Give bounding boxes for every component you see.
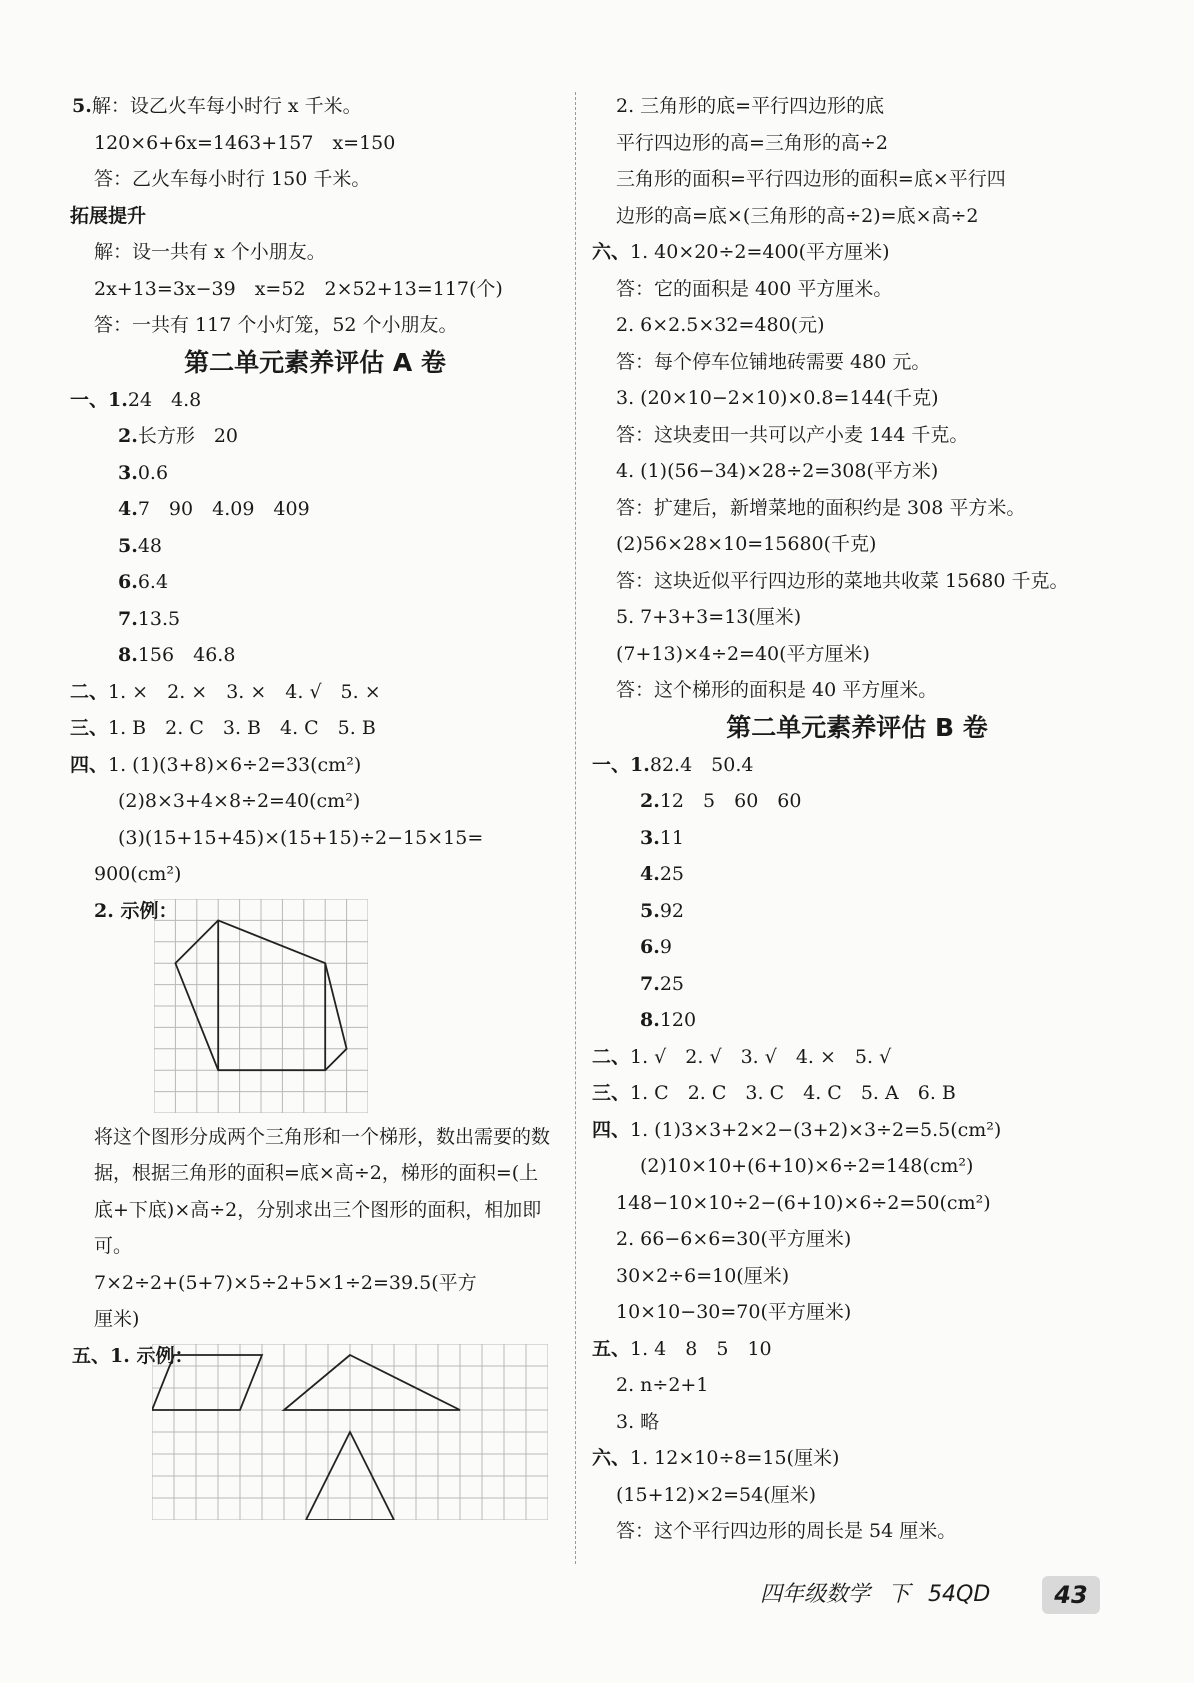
a-s1-item-3: 3.0.6 [118, 461, 169, 484]
a-s5-1-figure-row [70, 1338, 560, 1518]
b-s6-answer: 答：这个平行四边形的周长是 54 厘米。 [616, 1520, 957, 1542]
r-s6-5-calc: (7+13)×4÷2=40(平方厘米) [616, 642, 870, 665]
footer-book-title: 四年级数学 [760, 1582, 871, 1607]
r-q2-line-3: 三角形的面积=平行四边形的面积=底×平行四 [616, 168, 1006, 190]
a-s1-item-1: 一、1.24 4.8 [70, 388, 202, 411]
b-s5-1: 五、1. 4 8 5 10 [592, 1337, 772, 1360]
r-s6-4-part-2: (2)56×28×10=15680(千克) [616, 533, 877, 555]
q5-line-2: 120×6+6x=1463+157 x=150 [94, 131, 396, 154]
a-s5-1-label: 五、1. 示例： [72, 1344, 194, 1367]
r-s6-2-answer: 答：每个停车位铺地砖需要 480 元。 [616, 350, 931, 373]
a-s2-line: 二、1. × 2. × 3. × 4. √ 5. × [70, 680, 381, 703]
q5-answer: 答：乙火车每小时行 150 千米。 [94, 168, 371, 190]
extension-heading: 拓展提升 [70, 204, 147, 227]
a-s1-item-4: 4.7 90 4.09 409 [118, 498, 310, 520]
a-s1-item-7: 7.13.5 [118, 607, 181, 630]
a-s4-1-line-4: 900(cm²) [94, 863, 182, 885]
a-s4-2-calc-2: 厘米) [94, 1308, 140, 1330]
left-column [70, 88, 560, 1518]
b-s1-item-4: 4.25 [640, 863, 685, 885]
a-s1-item-2: 2.长方形 20 [118, 425, 239, 447]
r-q2-line-4: 边形的高=底×(三角形的高÷2)=底×高÷2 [616, 204, 979, 227]
b-s4-1-line-3: 148−10×10÷2−(6+10)×6÷2=50(cm²) [616, 1191, 991, 1214]
b-s4-2-line-1: 2. 66−6×6=30(平方厘米) [616, 1228, 852, 1250]
b-s2-line: 二、1. √ 2. √ 3. √ 4. × 5. √ [592, 1045, 892, 1068]
a-s3-line: 三、1. B 2. C 3. B 4. C 5. B [70, 717, 376, 739]
unit-title-b: 第二单元素养评估 B 卷 [726, 712, 988, 742]
column-divider [575, 92, 576, 1564]
r-s6-3-answer: 答：这块麦田一共可以产小麦 144 千克。 [616, 423, 969, 446]
b-s1-item-7: 7.25 [640, 972, 685, 995]
footer-book-info [760, 1575, 990, 1615]
footer-volume: 下 [888, 1582, 911, 1607]
r-q2-line-2: 平行四边形的高=三角形的高÷2 [616, 131, 888, 154]
r-s6-4-answer-2: 答：这块近似平行四边形的菜地共收菜 15680 千克。 [616, 569, 1069, 592]
b-s1-item-2: 2.12 5 60 60 [640, 790, 802, 812]
a-s4-1-line-1: 四、1. (1)(3+8)×6÷2=33(cm²) [70, 753, 362, 776]
b-s1-item-5: 5.92 [640, 899, 685, 922]
a-s4-2-calc-1: 7×2÷2+(5+7)×5÷2+5×1÷2=39.5(平方 [94, 1271, 477, 1294]
b-s6-1: 六、1. 12×10÷8=15(厘米) [592, 1447, 840, 1469]
a-s1-item-5: 5.48 [118, 534, 163, 557]
b-s4-1-line-1: 四、1. (1)3×3+2×2−(3+2)×3÷2=5.5(cm²) [592, 1118, 1002, 1141]
b-s5-2: 2. n÷2+1 [616, 1374, 709, 1396]
page-number: 43 [1042, 1576, 1100, 1614]
a-s1-item-8: 8.156 46.8 [118, 644, 236, 666]
b-s4-2-line-2: 30×2÷6=10(厘米) [616, 1264, 790, 1287]
a-s4-2-label: 2. 示例： [94, 899, 178, 922]
b-s4-2-line-3: 10×10−30=70(平方厘米) [616, 1301, 852, 1323]
right-column [592, 88, 1122, 1550]
b-s5-3: 3. 略 [616, 1410, 660, 1433]
b-s1-item-1: 一、1.82.4 50.4 [592, 753, 754, 776]
b-s1-item-8: 8.120 [640, 1009, 697, 1031]
ext-answer: 答：一共有 117 个小灯笼，52 个小朋友。 [94, 314, 458, 336]
q5-line-1: 5.解：设乙火车每小时行 x 千米。 [72, 95, 362, 117]
unit-title-a: 第二单元素养评估 A 卷 [184, 347, 446, 377]
a-s4-1-line-2: (2)8×3+4×8÷2=40(cm²) [118, 790, 361, 812]
r-s6-4: 4. (1)(56−34)×28÷2=308(平方米) [616, 460, 939, 482]
r-s6-5: 5. 7+3+3=13(厘米) [616, 606, 802, 628]
a-s4-2-figure-row [70, 893, 560, 1119]
r-s6-2: 2. 6×2.5×32=480(元) [616, 314, 825, 336]
r-s6-5-answer: 答：这个梯形的面积是 40 平方厘米。 [616, 679, 938, 701]
r-s6-1-answer: 答：它的面积是 400 平方厘米。 [616, 277, 893, 300]
shapes-grid-figure [152, 1344, 548, 1520]
b-s1-item-3: 3.11 [640, 826, 685, 849]
pentagon-grid-figure [154, 899, 368, 1113]
b-s3-line: 三、1. C 2. C 3. C 4. C 5. A 6. B [592, 1082, 956, 1104]
footer-code: 54QD [928, 1582, 991, 1607]
r-s6-1: 六、1. 40×20÷2=400(平方厘米) [592, 241, 890, 263]
b-s1-item-6: 6.9 [640, 936, 672, 958]
b-s4-1-line-2: (2)10×10+(6+10)×6÷2=148(cm²) [640, 1155, 974, 1177]
a-s4-2-explanation: 将这个图形分成两个三角形和一个梯形，数出需要的数据，根据三角形的面积=底×高÷2，梯形的面积=(上底+下底)×高÷2，分别求出三个图形的面积，相加即可。 [94, 1125, 551, 1257]
b-s6-2: (15+12)×2=54(厘米) [616, 1483, 817, 1506]
r-s6-4-answer-1: 答：扩建后，新增菜地的面积约是 308 平方米。 [616, 496, 1026, 519]
ext-line-2: 2x+13=3x−39 x=52 2×52+13=117(个) [94, 277, 503, 300]
r-q2-line-1: 2. 三角形的底=平行四边形的底 [616, 95, 885, 117]
a-s1-item-6: 6.6.4 [118, 571, 169, 593]
a-s4-1-line-3: (3)(15+15+45)×(15+15)÷2−15×15= [118, 826, 484, 849]
ext-line-1: 解：设一共有 x 个小朋友。 [94, 241, 326, 263]
r-s6-3: 3. (20×10−2×10)×0.8=144(千克) [616, 387, 939, 409]
